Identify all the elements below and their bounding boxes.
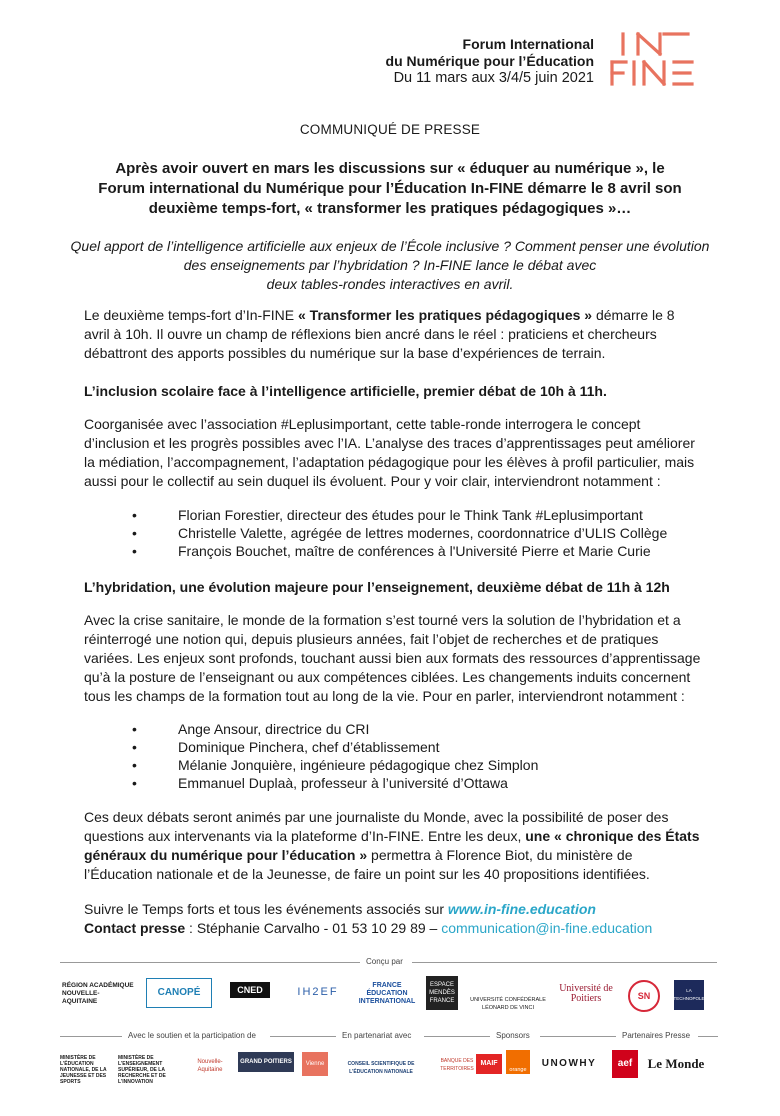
partenariat-label: En partenariat avec: [342, 1031, 412, 1040]
in-fine-logo: [608, 30, 700, 86]
grand-poitiers-logo: GRAND POITIERS: [238, 1052, 294, 1072]
website-link[interactable]: www.in-fine.education: [447, 901, 596, 917]
unowhy-logo: UNOWHY: [541, 1058, 597, 1069]
list-item-label: François Bouchet, maître de conférences à l'Université Pierre et Marie Curie: [178, 543, 651, 559]
divider: [60, 962, 360, 963]
lead-paragraph: Après avoir ouvert en mars les discussions sur « éduquer au numérique », le Forum international du Numérique pour l’Éducation In-FINE démarre le 8 avril son deuxième temps-fort, « transformer les pratiques pédagogiques »…: [98, 160, 682, 217]
divider: [412, 962, 717, 963]
ih2ef-logo: IH2EF: [297, 986, 339, 998]
paragraph-4: [84, 808, 704, 884]
p1-text-c: démarre le 8 avril à 10h. Il ouvre un champ de réflexions bien ancré dans le réel : praticiens et chercheurs débattront des apports possibles du numérique sur la base d’expériences de terrain.: [84, 307, 675, 361]
bullet-icon: •: [132, 721, 137, 737]
divider: [270, 1036, 336, 1037]
follow-line: [84, 900, 704, 919]
bullet-icon: •: [132, 775, 137, 791]
p4-text-a: Ces deux débats seront animés par une journaliste du Monde, avec la possibilité de poser des questions aux intervenants via la plateforme d’In-FINE. Entre les deux,: [84, 809, 669, 844]
list-item-label: Emmanuel Duplaà, professeur à l’université d’Ottawa: [178, 775, 508, 791]
italic-intro: [70, 237, 710, 294]
espace-mendes-france-logo: ESPACE MENDÈS FRANCE: [426, 976, 458, 1010]
press-release-label: COMMUNIQUÉ DE PRESSE: [299, 122, 481, 137]
list-item-label: Dominique Pinchera, chef d’établissement: [178, 739, 440, 755]
bullet-icon: •: [132, 543, 137, 559]
divider: [540, 1036, 616, 1037]
technopole-logo: LA TECHNOPOLE: [674, 980, 704, 1010]
maif-logo: MAIF: [476, 1054, 502, 1074]
contact-label: Contact presse: [84, 920, 186, 936]
paragraph-3: Avec la crise sanitaire, le monde de la formation s’est tourné vers la solution de l’hybridation et a réinterrogé une notion qui, depuis plusieurs années, fait l’objet de recherches et de pratiques variées. Les enjeux sont profonds, touchant aussi bien aux formats des ressources d’apprentissage qu’à la posture de l’enseignant ou aux compétences ciblées. Les changements induits concernent tous les champs de la formation tout au long de la vie. Pour en parler, interviendront notamment :: [84, 612, 701, 704]
sn-logo: SN: [628, 980, 660, 1012]
sponsors-label: Sponsors: [496, 1031, 530, 1040]
paragraph-1: [84, 306, 704, 363]
speaker-list-1: [0, 506, 780, 560]
list-item: [0, 774, 780, 792]
vienne-logo: Vienne: [302, 1052, 328, 1076]
heading-inclusion: L’inclusion scolaire face à l’intelligence artificielle, premier débat de 10h à 11h.: [84, 383, 607, 399]
list-item: [0, 756, 780, 774]
event-title-line2: du Numérique pour l’Éducation: [385, 53, 594, 69]
bullet-icon: •: [132, 757, 137, 773]
ministere-education-logo: MINISTÈRE DE L'ÉDUCATION NATIONALE, DE LA JEUNESSE ET DES SPORTS: [60, 1055, 107, 1085]
speaker-list-2: [0, 720, 780, 792]
region-logo: RÉGION ACADÉMIQUE NOUVELLE-AQUITAINE: [62, 982, 134, 1005]
list-item: [0, 524, 780, 542]
italic-intro-line2: des enseignements par l’hybridation ? In-FINE lance le débat avec: [183, 257, 597, 273]
presse-label: Partenaires Presse: [622, 1031, 691, 1040]
event-header: [386, 36, 594, 87]
canope-logo: CANOPÉ: [146, 978, 212, 1008]
list-item: [0, 542, 780, 560]
orange-logo: orange: [506, 1050, 530, 1074]
p4-text-c: permettra à Florence Biot, du ministère de l’Éducation nationale et de la Jeunesse, de faire un point sur les 40 propositions identifiées.: [84, 847, 650, 882]
italic-intro-line1: Quel apport de l’intelligence artificielle aux enjeux de l’École inclusive ? Comment penser une évolution: [70, 238, 710, 254]
list-item: [0, 720, 780, 738]
universite-poitiers-logo: Université de Poitiers: [559, 983, 613, 1004]
cned-logo: CNED: [230, 982, 270, 998]
list-item: [0, 506, 780, 524]
event-dates: Du 11 mars aux 3/4/5 juin 2021: [393, 70, 594, 86]
nouvelle-aquitaine-logo: Nouvelle-Aquitaine: [197, 1059, 223, 1073]
aef-logo: aef: [612, 1050, 638, 1078]
list-item: [0, 738, 780, 756]
contact-text: : Stéphanie Carvalho - 01 53 10 29 89 –: [185, 920, 442, 936]
bullet-icon: •: [132, 525, 137, 541]
list-item-label: Ange Ansour, directrice du CRI: [178, 721, 370, 737]
divider: [698, 1036, 718, 1037]
divider: [60, 1036, 122, 1037]
follow-text: Suivre le Temps forts et tous les événements associés sur: [84, 901, 448, 917]
contact-line: [84, 919, 704, 938]
p4-text-b: une « chronique des États généraux du numérique pour l’éducation »: [84, 828, 700, 863]
divider: [424, 1036, 490, 1037]
banque-territoires-logo: BANQUE DES TERRITOIRES: [440, 1058, 474, 1072]
bullet-icon: •: [132, 507, 137, 523]
p1-text-a: Le deuxième temps-fort d’In-FINE: [84, 307, 298, 323]
france-education-logo: FRANCE ÉDUCATION INTERNATIONAL: [358, 982, 416, 1005]
ministere-enseignement-logo: MINISTÈRE DE L'ENSEIGNEMENT SUPÉRIEUR, DE LA RECHERCHE ET DE L'INNOVATION: [118, 1055, 166, 1085]
heading-hybridation: L’hybridation, une évolution majeure pour l’enseignement, deuxième débat de 11h à 12h: [84, 579, 670, 595]
universite-confederale-logo: UNIVERSITÉ CONFÉDÉRALE LÉONARD DE VINCI: [470, 997, 546, 1011]
partner-logos-row-1: [0, 972, 780, 1016]
contact-email-link[interactable]: communication@in-fine.education: [441, 920, 653, 936]
concu-par-label: Conçu par: [366, 957, 403, 966]
list-item-label: Christelle Valette, agrégée de lettres modernes, coordonnatrice d’ULIS Collège: [178, 525, 668, 541]
csen-logo: CONSEIL SCIENTIFIQUE DE L'ÉDUCATION NATIONALE: [347, 1061, 415, 1075]
event-title-line1: Forum International: [462, 36, 594, 52]
le-monde-logo: Le Monde: [647, 1056, 705, 1071]
list-item-label: Florian Forestier, directeur des études pour le Think Tank #Leplusimportant: [178, 507, 643, 523]
paragraph-2: Coorganisée avec l’association #Leplusimportant, cette table-ronde interrogera le concept d’inclusion et les progrès possibles avec l’IA. L’analyse des traces d’apprentissages peut améliorer la médiation, l’accompagnement, l’adaptation pédagogique pour les élèves à profil particulier, mais aussi pour le collectif au sein duquel ils évoluent. Pour y voir clair, interviendront notamment :: [84, 416, 695, 489]
bullet-icon: •: [132, 739, 137, 755]
partner-logos-row-2: [0, 1044, 780, 1100]
list-item-label: Mélanie Jonquière, ingénieure pédagogique chez Simplon: [178, 757, 539, 773]
soutien-label: Avec le soutien et la participation de: [128, 1031, 256, 1040]
italic-intro-line3: deux tables-rondes interactives en avril.: [266, 276, 514, 292]
p1-text-b: « Transformer les pratiques pédagogiques »: [297, 307, 593, 323]
